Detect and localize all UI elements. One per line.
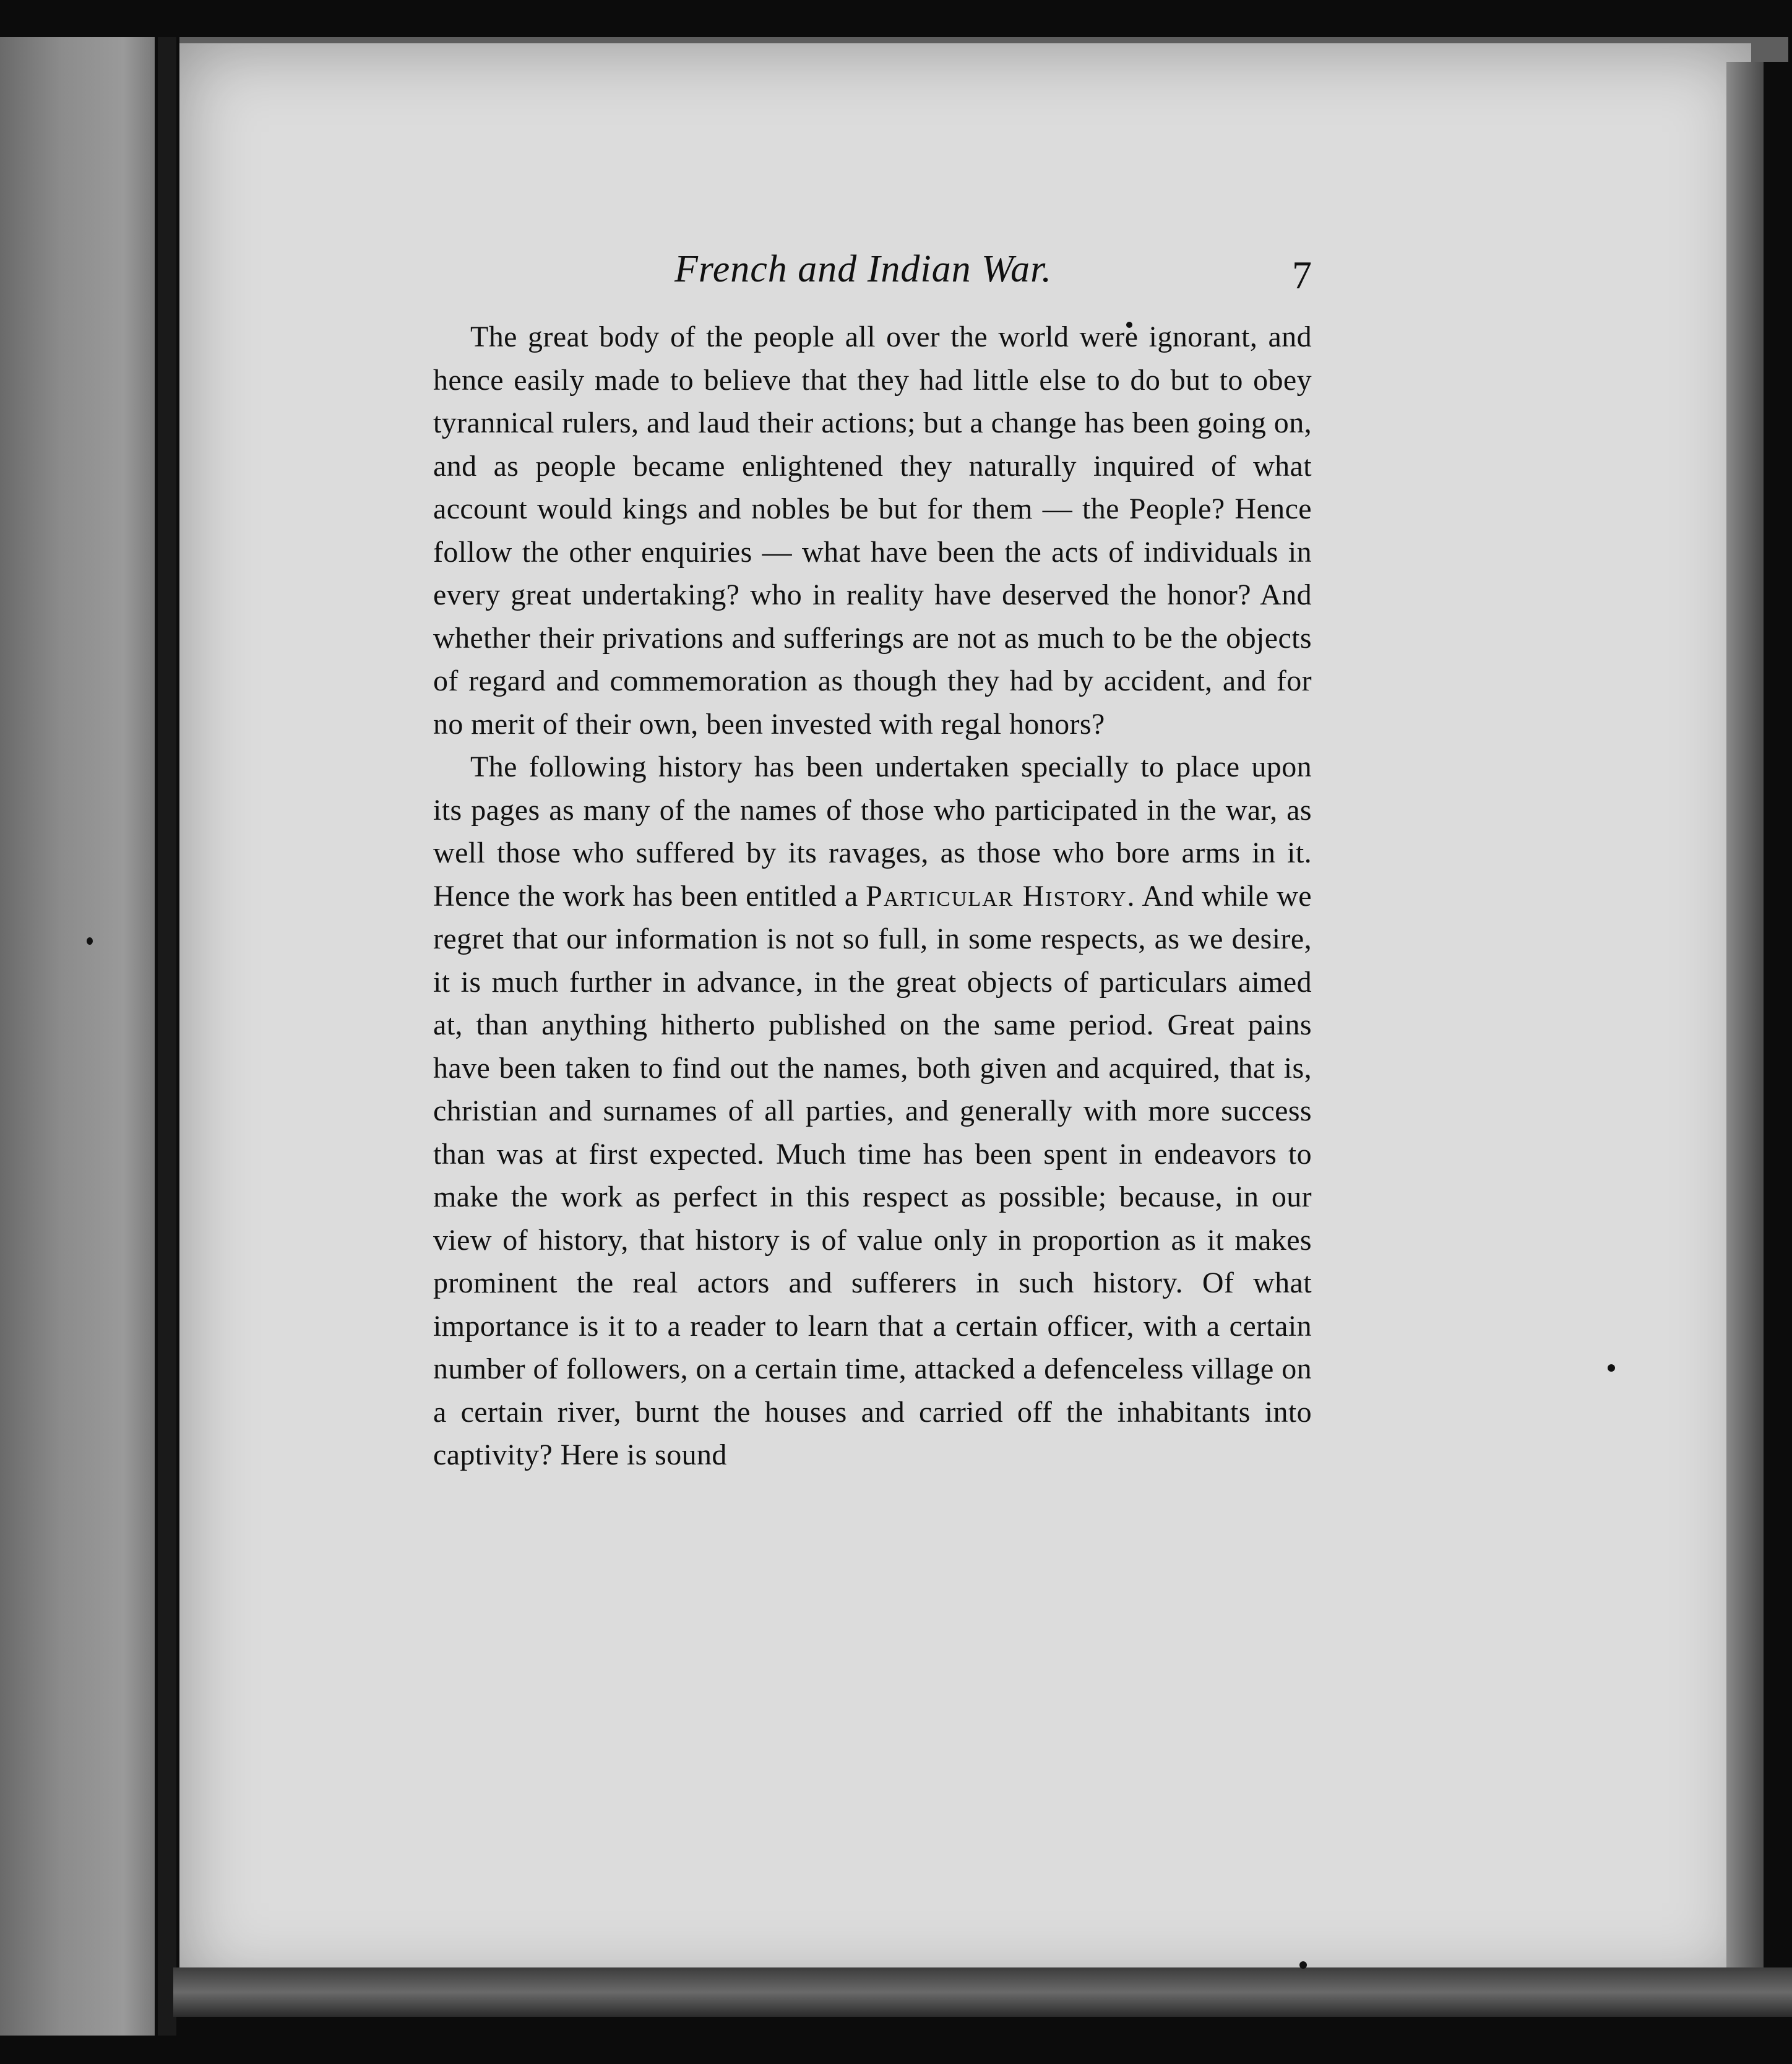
running-title: French and Indian War. xyxy=(674,248,1052,290)
ink-speck xyxy=(1608,1364,1615,1372)
ink-speck xyxy=(1299,1961,1307,1969)
paragraph-text: And while we regret that our information is not so full, in some respects, as we desire, it is much further in advance, in the great objects of particulars aimed at, than anything hitherto published on the same period. Great pains have been taken to find out the names, both given and acquired, that is, christian and surnames of all parties, and generally with more success than was at first expected. Much time has been spent in endeavors to make the work as perfect in this respect as possible; because, in our view of history, that history is of value only in proportion as it makes prominent the real actors and sufferers in such history. Of what importance is it to a reader to learn that a certain officer, with a certain number of followers, on a certain time, attacked a defenceless village on a certain river, burnt the houses and carried off the inhabitants into captivity? Here is sound xyxy=(433,879,1312,1471)
body-text xyxy=(433,316,1312,1477)
page-right-edge xyxy=(1726,62,1764,1992)
page-content xyxy=(433,247,1312,1477)
paragraph: The great body of the people all over the world were ignorant, and hence easily made to believe that they had little else to do but to obey tyrannical rulers, and laud their actions; but a change has been going on, and as people became enlightened they naturally inquired of what account would kings and nobles be but for them — the People? Hence follow the other enquiries — what have been the acts of individuals in every great undertaking? who in reality have deserved the honor? And whether their privations and sufferings are not as much to be the objects of regard and commemoration as though they had by accident, and for no merit of their own, been invested with regal honors? xyxy=(433,320,1312,741)
paragraph xyxy=(433,746,1312,1477)
adjacent-page-edge xyxy=(0,37,155,2036)
emphasized-title: Particular History. xyxy=(866,879,1136,913)
ink-speck xyxy=(87,937,93,945)
page-bottom-edge xyxy=(173,1967,1792,2017)
page-number: 7 xyxy=(1292,253,1312,297)
running-head xyxy=(433,247,1312,316)
page-gutter xyxy=(158,37,176,2036)
paragraph-text: The following history has been undertaken specially to place upon its pages as many of the names of those who participated in the war, as well those who suffered by its ravages, as those who bore arms in it. Hence the work has been entitled a xyxy=(433,750,1312,913)
